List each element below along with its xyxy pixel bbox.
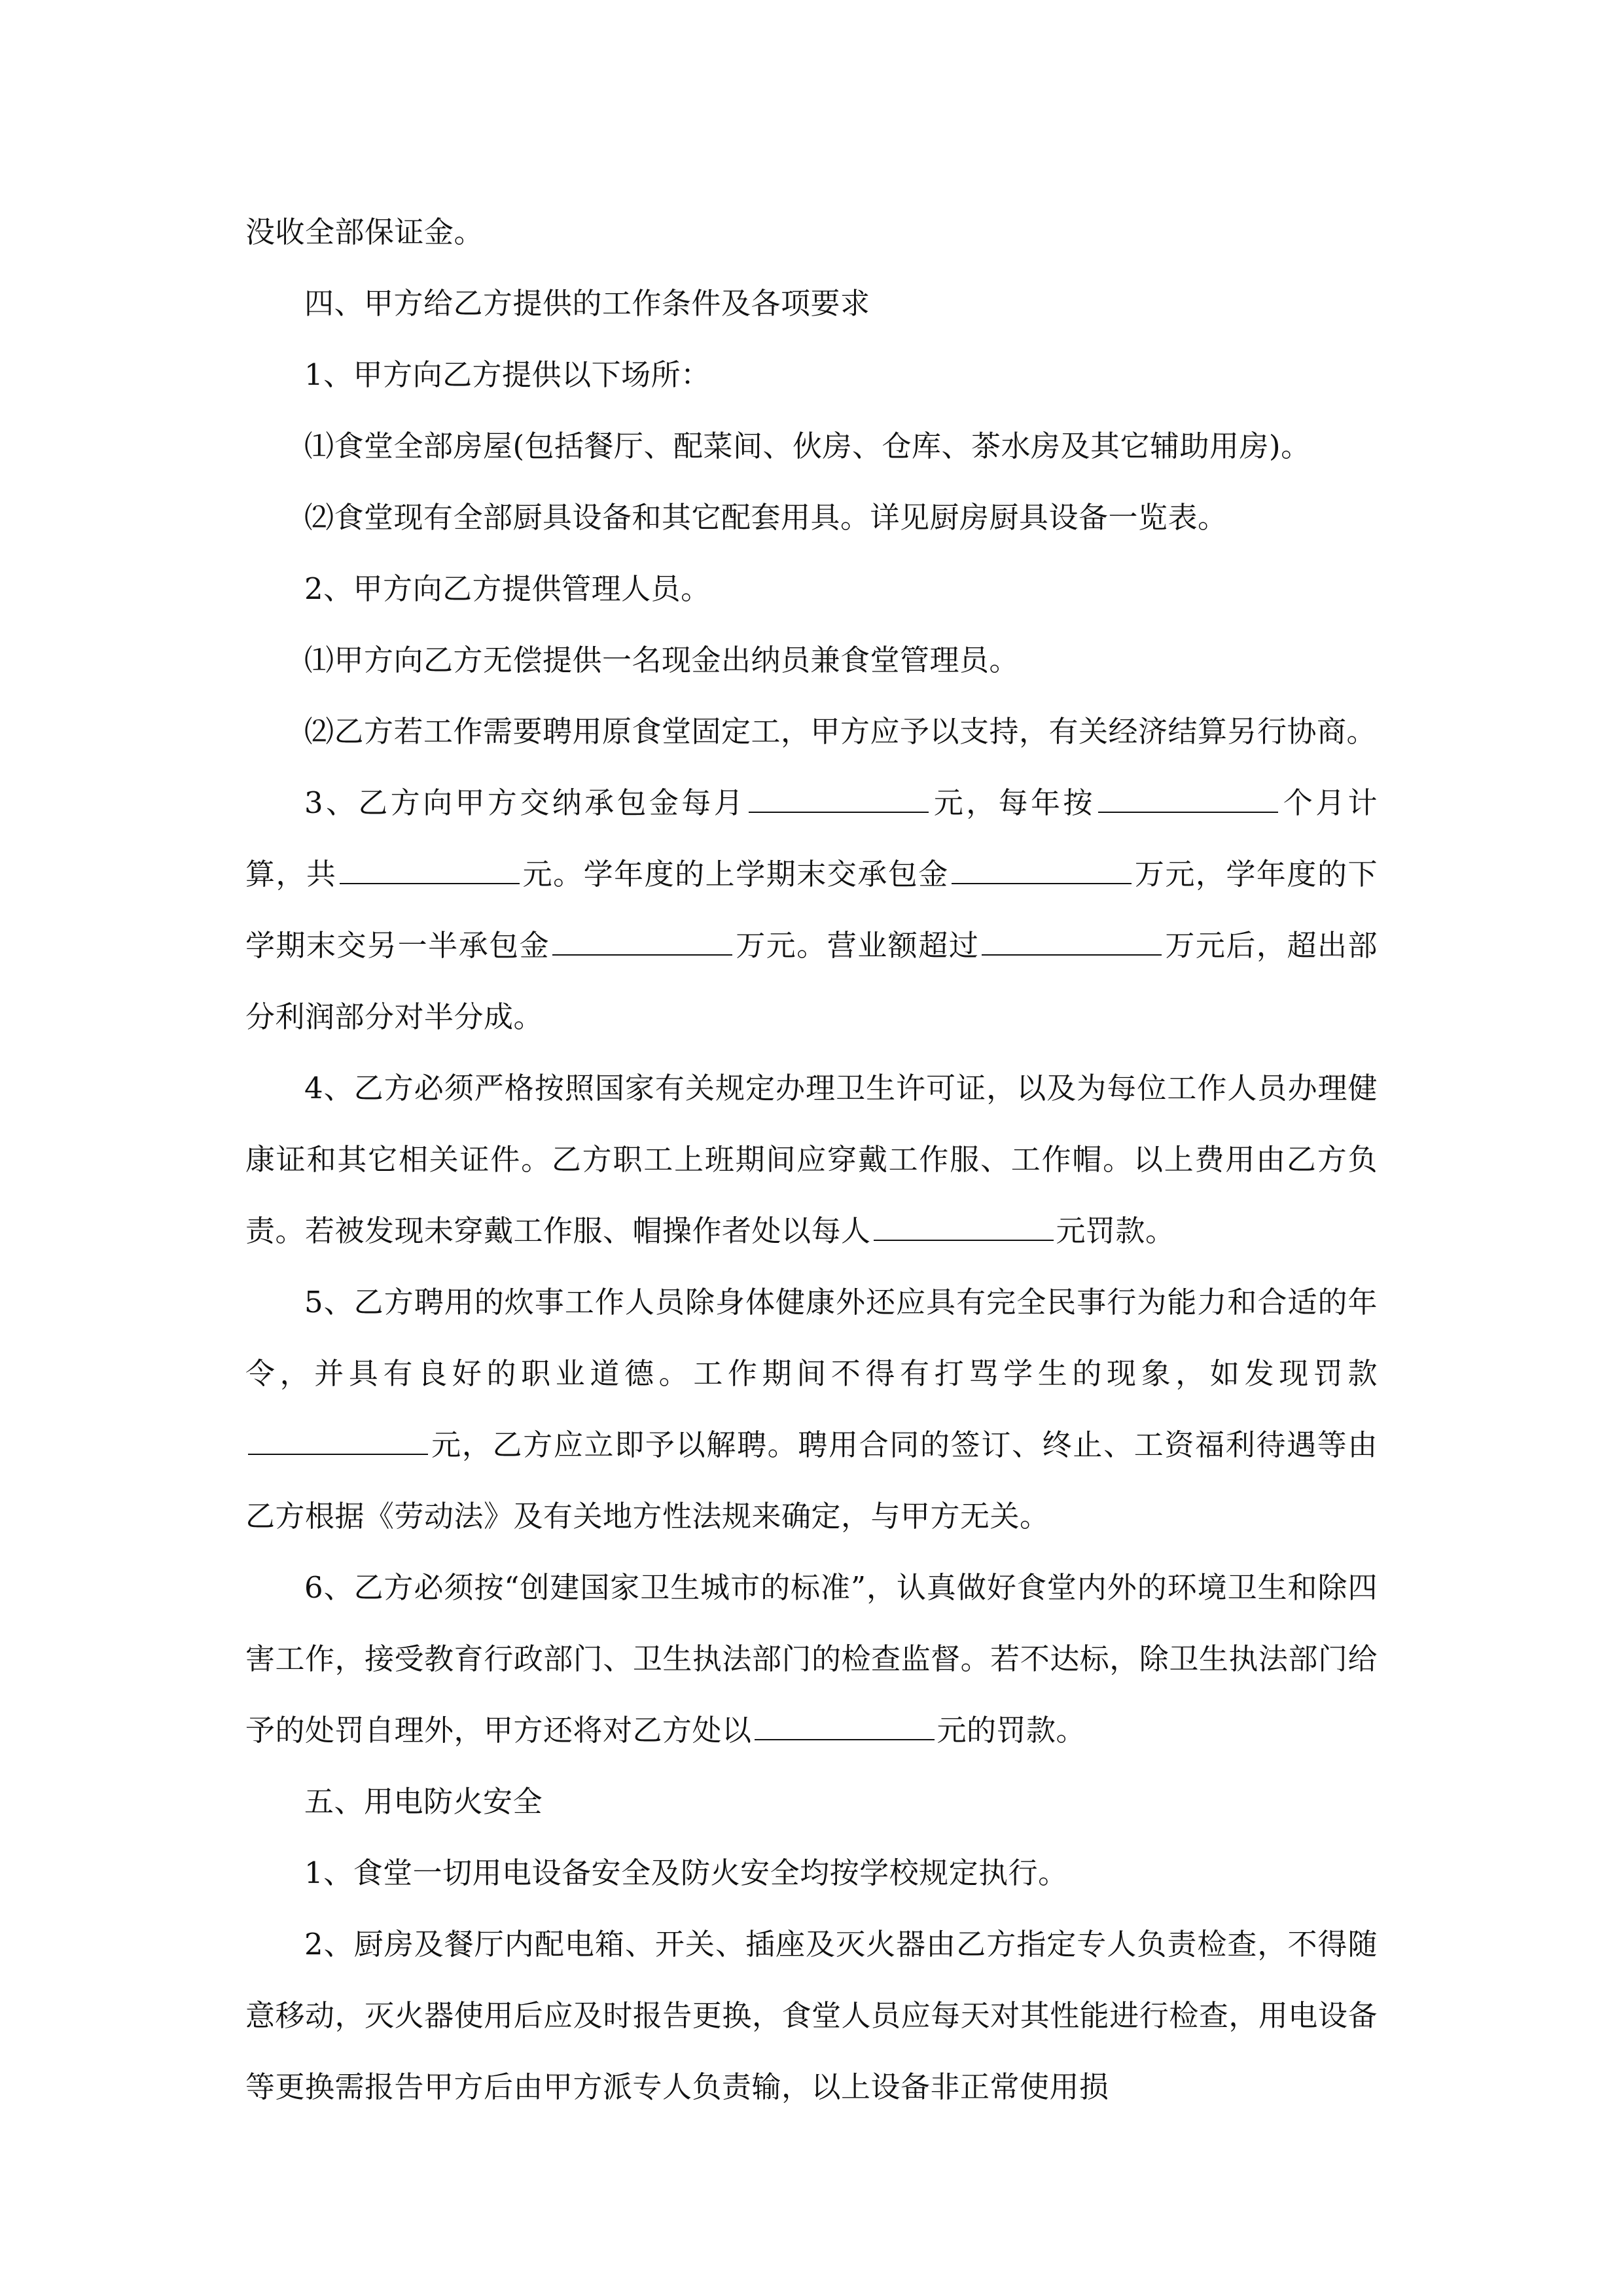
fill-in-blank[interactable] (755, 1706, 935, 1740)
fill-in-blank[interactable] (248, 1421, 428, 1455)
text-run: ⑵乙方若工作需要聘用原食堂固定工，甲方应予以支持，有关经济结算另行协商。 (304, 714, 1377, 749)
fill-in-blank[interactable] (552, 922, 732, 956)
text-run: 元罚款。 (1056, 1213, 1175, 1248)
paragraph (245, 196, 1378, 268)
text-run: 元，乙方应立即予以解聘。聘用合同的签订、终止、工资福利待遇等由乙方根据《劳动法》及有关地方性法规来确定，与甲方无关。 (245, 1427, 1378, 1534)
text-run: 四、甲方给乙方提供的工作条件及各项要求 (304, 286, 870, 321)
text-run: 没收全部保证金。 (245, 215, 484, 249)
paragraph (245, 624, 1378, 696)
text-run: 5、乙方聘用的炊事工作人员除身体健康外还应具有完全民事行为能力和合适的年令，并具有良好的职业道德。工作期间不得有打骂学生的现象，如发现罚款 (245, 1285, 1378, 1391)
text-run: 元的罚款。 (936, 1713, 1086, 1748)
paragraph (245, 410, 1378, 482)
text-run: 4、乙方必须严格按照国家有关规定办理卫生许可证，以及为每位工作人员办理健康证和其它相关证件。乙方职工上班期间应穿戴工作服、工作帽。以上费用由乙方负责。若被发现未穿戴工作服、帽操作者处以每人 (245, 1071, 1378, 1248)
text-run: 元，每年按 (931, 785, 1096, 820)
text-run: 2、厨房及餐厅内配电箱、开关、插座及灭火器由乙方指定专人负责检查，不得随意移动，灭火器使用后应及时报告更换，食堂人员应每天对其性能进行检查，用电设备等更换需报告甲方后由甲方派专人负责输，以上设备非正常使用损 (245, 1927, 1378, 2104)
paragraph (245, 1552, 1378, 1766)
text-run: 元。学年度的上学期末交承包金 (522, 857, 949, 891)
text-run: 万元。营业额超过 (735, 928, 980, 963)
paragraph (245, 482, 1378, 553)
fill-in-blank[interactable] (982, 922, 1162, 956)
text-run: 1、食堂一切用电设备安全及防火安全均按学校规定执行。 (304, 1856, 1068, 1890)
text-run: ⑵食堂现有全部厨具设备和其它配套用具。详见厨房厨具设备一览表。 (304, 500, 1228, 535)
fill-in-blank[interactable] (874, 1207, 1054, 1241)
text-run: 五、用电防火安全 (304, 1784, 543, 1819)
fill-in-blank[interactable] (749, 779, 929, 813)
text-run: 6、乙方必须按“创建国家卫生城市的标准”，认真做好食堂内外的环境卫生和除四害工作，接受教育行政部门、卫生执法部门的检查监督。若不达标，除卫生执法部门给予的处罚自理外，甲方还将对乙方处以 (245, 1570, 1378, 1748)
text-run: 2、甲方向乙方提供管理人员。 (304, 571, 711, 606)
paragraph (245, 339, 1378, 410)
paragraph (245, 553, 1378, 624)
paragraph (245, 1909, 1378, 2123)
text-run: 万元，学年度的下学期末交另一半承包金 (245, 857, 1378, 963)
paragraph (245, 1052, 1378, 1266)
paragraph (245, 767, 1378, 1052)
section-heading (245, 268, 1378, 339)
text-run: 3、乙方向甲方交纳承包金每月 (304, 785, 747, 820)
text-run: 个月计算，共 (245, 785, 1378, 891)
document-body (245, 196, 1378, 2123)
paragraph (245, 1266, 1378, 1552)
fill-in-blank[interactable] (952, 850, 1132, 884)
text-run: ⑴食堂全部房屋(包括餐厅、配菜间、伙房、仓库、茶水房及其它辅助用房)。 (304, 429, 1311, 463)
text-run: 万元后，超出部分利润部分对半分成。 (245, 928, 1378, 1034)
paragraph (245, 1837, 1378, 1909)
fill-in-blank[interactable] (1098, 779, 1278, 813)
fill-in-blank[interactable] (340, 850, 520, 884)
text-run: ⑴甲方向乙方无偿提供一名现金出纳员兼食堂管理员。 (304, 643, 1020, 677)
text-run: 1、甲方向乙方提供以下场所： (304, 357, 711, 392)
section-heading (245, 1766, 1378, 1837)
paragraph (245, 696, 1378, 767)
